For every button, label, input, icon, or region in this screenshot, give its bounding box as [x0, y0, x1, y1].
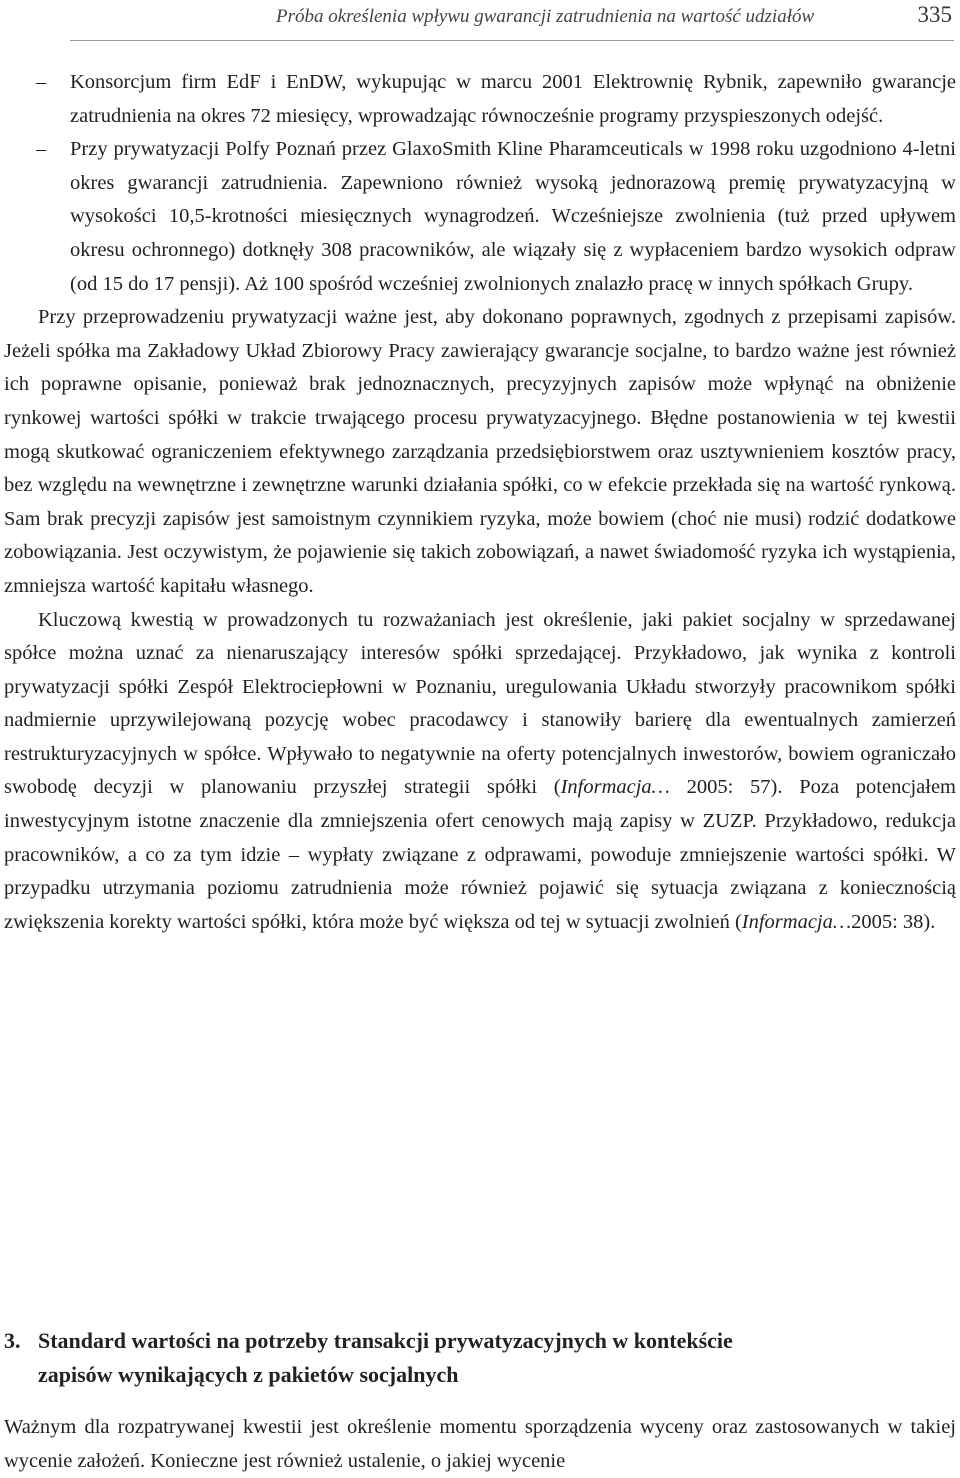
page-header: [70, 0, 954, 41]
paragraph: [4, 604, 956, 940]
citation: Informacja…: [560, 776, 670, 799]
dash-bullet: –: [36, 138, 47, 161]
paragraph-text: 2005: 57). Poza potencjałem inwestycyjnym istotne znaczenie dla zmniejszenia ofert cenowych mają zapisy w ZUZP. Przykładowo, redukcja pracowników, a co za tym idzie – wypłaty związane z odprawami, powoduje zmniejszenie wartości spółki. W przypadku utrzymania poziomu zatrudnienia może również pojawić się sytuacja związana z koniecznością zwiększenia korekty wartości spółki, która może być większa od tej w sytuacji zwolnień (: [4, 776, 956, 933]
running-title: Próba określenia wpływu gwarancji zatrudnienia na wartość udziałów: [276, 6, 815, 27]
citation: Informacja…: [741, 910, 852, 933]
list-item: [4, 133, 956, 301]
paragraph-text: Kluczową kwestią w prowadzonych tu rozważaniach jest określenie, jaki pakiet socjalny w sprzedawanej spółce można uznać za nienaruszający interesów spółki sprzedającej. Przykładowo, jak wynika z kontroli prywatyzacji spółki Zespół Elektrociepłowni w Poznaniu, uregulowania Układu stworzyły pracownikom spółki nadmiernie uprzywilejowaną pozycję wobec pracodawcy i stanowiły barierę dla ewentualnych zamierzeń restrukturyzacyjnych w spółce. Wpływało to negatywnie na oferty potencjalnych inwestorów, bowiem ograniczało swobodę decyzji w planowaniu przyszłej strategii spółki (: [4, 608, 956, 799]
list-item-text: Przy prywatyzacji Polfy Poznań przez GlaxoSmith Kline Pharamceuticals w 1998 roku uzgodniono 4-letni okres gwarancji zatrudnienia. Zapewniono również wysoką jednorazową premię prywatyzacyjną w wysokości 10,5-krotności miesięcznych wynagrodzeń. Wcześniejsze zwolnienia (tuż przed upływem okresu ochronnego) dotknęły 308 pracowników, ale wiązały się z wypłaceniem bardzo wysokich odpraw (od 15 do 17 pensji). Aż 100 spośród wcześniej zwolnionych znalazło pracę w innych spółkach Grupy.: [70, 138, 956, 295]
page-number: 335: [917, 2, 952, 27]
section-heading: [4, 1324, 956, 1392]
final-paragraph: Ważnym dla rozpatrywanej kwestii jest określenie momentu sporządzenia wyceny oraz zastosowanych w takiej wycenie założeń. Konieczne jest również ustalenie, o jakiej wycenie: [4, 1416, 956, 1472]
dash-bullet: –: [36, 71, 47, 93]
section-title: Standard wartości na potrzeby transakcji prywatyzacyjnych w kontekście zapisów wynikających z pakietów socjalnych: [38, 1328, 733, 1387]
body-text: [4, 66, 956, 939]
paragraph-text: 2005: 38).: [851, 910, 936, 933]
paragraph: Przy przeprowadzeniu prywatyzacji ważne jest, aby dokonano poprawnych, zgodnych z przepisami zapisów. Jeżeli spółka ma Zakładowy Układ Zbiorowy Pracy zawierający gwarancje socjalne, to bardzo ważne jest również ich poprawne opisanie, ponieważ brak jednoznacznych, precyzyjnych zapisów może wpłynąć na obniżenie rynkowej wartości spółki w trakcie trwającego procesu prywatyzacyjnego. Błędne postanowienia w tej kwestii mogą skutkować ograniczeniem efektywnego zarządzania przedsiębiorstwem oraz usztywnieniem kosztów pracy, bez względu na wewnętrzne i zewnętrzne warunki działania spółki, co w efekcie przekłada się na wartość rynkową. Sam brak precyzji zapisów jest samoistnym czynnikiem ryzyka, może bowiem (choć nie musi) rodzić dodatkowe zobowiązania. Jest oczywistym, że pojawienie się takich zobowiązań, a nawet świadomość ryzyka ich wystąpienia, zmniejsza wartość kapitału własnego.: [4, 306, 956, 597]
list-item-text: Konsorcjum firm EdF i EnDW, wykupując w marcu 2001 Elektrownię Rybnik, zapewniło gwarancje zatrudnienia na okres 72 miesięcy, wprowadzając równocześnie programy przyspieszonych odejść.: [70, 71, 956, 127]
list-item: [4, 66, 956, 133]
section-number: 3.: [4, 1328, 21, 1353]
